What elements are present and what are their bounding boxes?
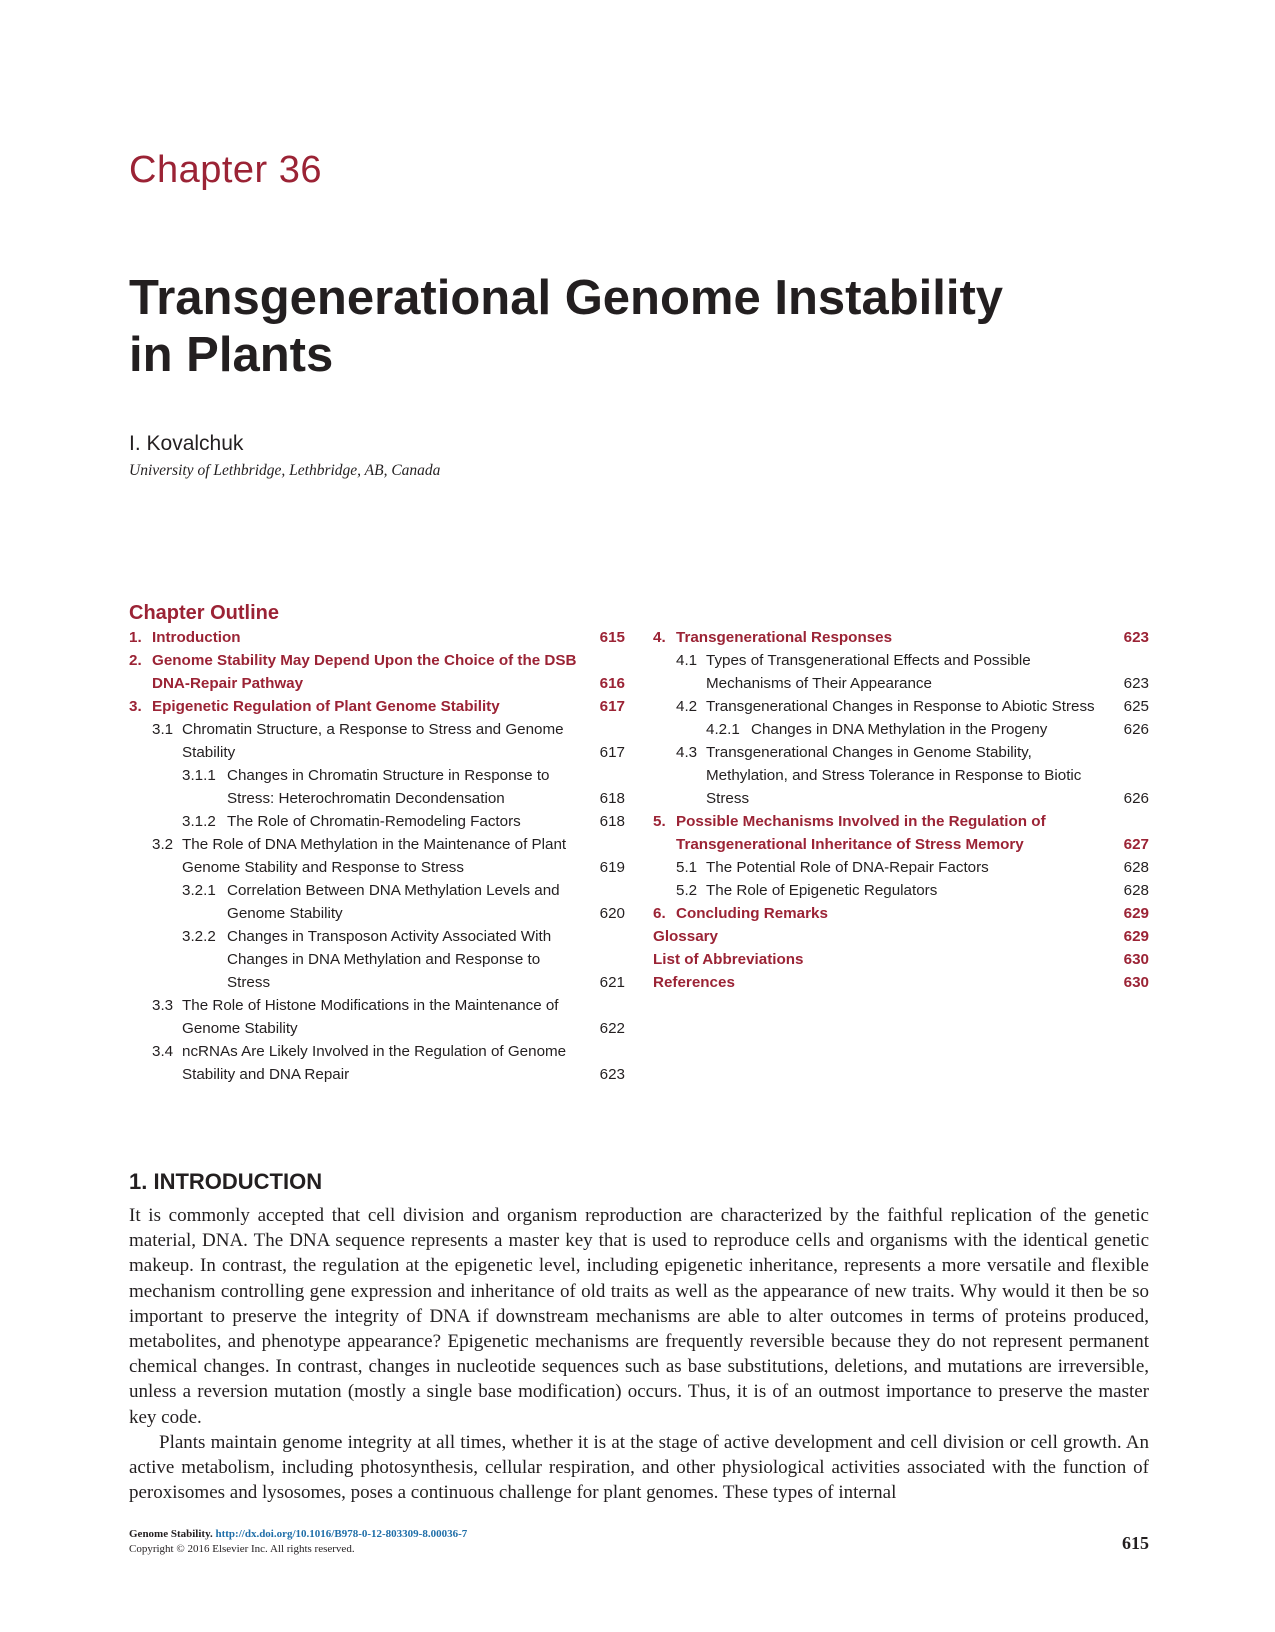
outline-column-right: [653, 626, 1149, 994]
chapter-number: Chapter 36: [129, 149, 323, 191]
outline-entry-text: Epigenetic Regulation of Plant Genome Stability: [152, 698, 500, 715]
introduction-body: [129, 1203, 1149, 1505]
outline-entry-text: Transgenerational Changes in Response to Abiotic Stress: [706, 698, 1095, 715]
outline-entry-page: 619: [599, 859, 625, 876]
introduction-heading: 1. INTRODUCTION: [129, 1169, 323, 1194]
outline-entry-number: 5.1: [676, 859, 698, 876]
outline-entry-label: [129, 833, 577, 879]
outline-entry[interactable]: [653, 879, 1149, 902]
outline-entry-label: [129, 810, 577, 833]
outline-entry-text: ncRNAs Are Likely Involved in the Regulation of Genome Stability and DNA Repair: [182, 1043, 567, 1083]
outline-entry[interactable]: [129, 810, 625, 833]
outline-entry-text: The Role of DNA Methylation in the Maintenance of Plant Genome Stability and Response to Stress: [182, 836, 567, 876]
outline-entry-page: 629: [1123, 905, 1149, 922]
outline-entry[interactable]: [653, 695, 1149, 718]
outline-entry-page: 625: [1123, 698, 1149, 715]
outline-entry-number: 3.2.2: [182, 928, 216, 945]
outline-entry-text: Genome Stability May Depend Upon the Choice of the DSB DNA-Repair Pathway: [152, 652, 577, 692]
outline-entry-label: [653, 925, 1101, 948]
outline-entry-number: 3.1: [152, 721, 174, 738]
introduction-paragraph-1: It is commonly accepted that cell division and organism reproduction are characterized by the faithful replication of the genetic material, DNA. The DNA sequence represents a master key that is used to reproduce cells and organisms with the identical genetic makeup. In contrast, the regulation at the epigenetic level, including epigenetic inheritance, represents a more versatile and flexible mechanism controlling gene expression and inheritance of old traits as well as the appearance of new traits. Why would it then be so important to preserve the integrity of DNA if downstream mechanisms are able to alter outcomes in terms of proteins produced, metabolites, and phenotype appearance? Epigenetic mechanisms are frequently reversible because they do not represent permanent chemical changes. In contrast, changes in nucleotide sequences such as base substitutions, deletions, and mutations are irreversible, unless a reversion mutation (mostly a single base modification) occurs. Thus, it is of an outmost importance to preserve the master key code.: [129, 1205, 1149, 1428]
outline-entry[interactable]: [653, 810, 1149, 856]
outline-entry-label: [653, 948, 1101, 971]
outline-entry-label: [653, 810, 1101, 856]
outline-entry-number: 3.: [129, 698, 142, 715]
outline-entry-label: [653, 695, 1101, 718]
outline-entry-number: 5.2: [676, 882, 698, 899]
outline-entry-number: 3.2.1: [182, 882, 216, 899]
author-name: I. Kovalchuk: [129, 432, 244, 455]
outline-entry-label: [653, 971, 1101, 994]
outline-entry-number: 4.1: [676, 652, 698, 669]
outline-entry-label: [653, 856, 1101, 879]
outline-entry-text: Types of Transgenerational Effects and Possible Mechanisms of Their Appearance: [706, 652, 1031, 692]
outline-entry-text: The Role of Chromatin-Remodeling Factors: [227, 813, 521, 830]
outline-entry-label: [129, 764, 577, 810]
outline-entry-page: 616: [599, 675, 625, 692]
footer-copyright: Copyright © 2016 Elsevier Inc. All rights reserved.: [129, 1543, 355, 1555]
outline-entry[interactable]: [129, 833, 625, 879]
introduction-paragraph-2: Plants maintain genome integrity at all times, whether it is at the stage of active development and cell division or cell growth. An active metabolism, including photosynthesis, cellular respiration, and other physiological activities associated with the function of peroxisomes and lysosomes, poses a continuous challenge for plant genomes. These types of internal: [129, 1431, 1149, 1504]
outline-column-left: [129, 626, 625, 1086]
outline-entry-text: Transgenerational Responses: [676, 629, 893, 646]
outline-entry[interactable]: [653, 718, 1149, 741]
chapter-title: [129, 270, 1129, 384]
outline-entry[interactable]: [653, 626, 1149, 649]
outline-entry-text: References: [653, 974, 735, 991]
outline-entry-number: 3.4: [152, 1043, 174, 1060]
outline-entry-text: List of Abbreviations: [653, 951, 804, 968]
footer-citation: [129, 1527, 467, 1557]
outline-entry-text: Changes in Chromatin Structure in Response to Stress: Heterochromatin Decondensation: [227, 767, 550, 807]
outline-entry-page: 618: [599, 813, 625, 830]
outline-entry-page: 620: [599, 905, 625, 922]
outline-entry-text: Possible Mechanisms Involved in the Regulation of Transgenerational Inheritance of Stress Memory: [676, 813, 1046, 853]
chapter-title-line-2: in Plants: [129, 328, 334, 382]
outline-entry[interactable]: [129, 764, 625, 810]
outline-entry-page: 626: [1123, 721, 1149, 738]
outline-entry-number: 3.2: [152, 836, 174, 853]
outline-entry-page: 628: [1123, 859, 1149, 876]
outline-entry-page: 615: [599, 629, 625, 646]
outline-entry-number: 1.: [129, 629, 142, 646]
outline-entry-text: Changes in Transposon Activity Associated With Changes in DNA Methylation and Response to Stress: [227, 928, 552, 991]
outline-entry-page: 630: [1123, 951, 1149, 968]
outline-entry[interactable]: [129, 649, 625, 695]
outline-entry-label: [653, 649, 1101, 695]
outline-entry-page: 623: [599, 1066, 625, 1083]
outline-entry-page: 623: [1123, 675, 1149, 692]
outline-entry-page: 622: [599, 1020, 625, 1037]
outline-entry-number: 4.: [653, 629, 666, 646]
outline-entry-label: [129, 695, 577, 718]
outline-entry-number: 3.1.1: [182, 767, 216, 784]
outline-entry-number: 5.: [653, 813, 666, 830]
outline-entry-page: 628: [1123, 882, 1149, 899]
outline-entry-number: 3.1.2: [182, 813, 216, 830]
outline-entry-label: [129, 649, 577, 695]
outline-entry[interactable]: [653, 948, 1149, 971]
outline-entry-page: 617: [599, 744, 625, 761]
outline-entry-page: 617: [599, 698, 625, 715]
outline-entry-label: [653, 879, 1101, 902]
outline-entry-number: 2.: [129, 652, 142, 669]
author-affiliation: University of Lethbridge, Lethbridge, AB, Canada: [129, 462, 441, 479]
outline-entry-label: [653, 626, 1101, 649]
outline-entry-page: 630: [1123, 974, 1149, 991]
outline-entry-page: 621: [599, 974, 625, 991]
chapter-title-line-1: Transgenerational Genome Instability: [129, 271, 1004, 325]
outline-entry[interactable]: [653, 925, 1149, 948]
outline-entry-text: Transgenerational Changes in Genome Stability, Methylation, and Stress Tolerance in Response to Biotic Stress: [706, 744, 1082, 807]
outline-entry-label: [653, 902, 1101, 925]
outline-entry-text: The Role of Histone Modifications in the Maintenance of Genome Stability: [182, 997, 559, 1037]
outline-entry-label: [653, 718, 1101, 741]
outline-entry-text: Correlation Between DNA Methylation Levels and Genome Stability: [227, 882, 560, 922]
outline-entry[interactable]: [129, 879, 625, 925]
outline-entry-label: [129, 994, 577, 1040]
outline-entry-number: 6.: [653, 905, 666, 922]
outline-entry[interactable]: [129, 925, 625, 994]
outline-entry-text: Glossary: [653, 928, 719, 945]
page-number: 615: [1122, 1533, 1149, 1553]
outline-entry-label: [653, 741, 1101, 810]
outline-entry-page: 626: [1123, 790, 1149, 807]
outline-entry-page: 618: [599, 790, 625, 807]
outline-entry-text: Changes in DNA Methylation in the Progeny: [751, 721, 1048, 738]
outline-entry-text: The Role of Epigenetic Regulators: [706, 882, 938, 899]
outline-entry-label: [129, 925, 577, 994]
outline-entry-page: 629: [1123, 928, 1149, 945]
outline-entry-text: Introduction: [152, 629, 241, 646]
outline-entry[interactable]: [129, 626, 625, 649]
outline-entry-text: Chromatin Structure, a Response to Stress and Genome Stability: [182, 721, 564, 761]
outline-entry[interactable]: [653, 856, 1149, 879]
outline-entry[interactable]: [653, 649, 1149, 695]
footer-book-title: Genome Stability.: [129, 1528, 213, 1540]
outline-entry[interactable]: [653, 971, 1149, 994]
outline-entry-number: 4.2: [676, 698, 698, 715]
outline-entry-page: 623: [1123, 629, 1149, 646]
outline-entry-number: 4.3: [676, 744, 698, 761]
outline-entry-text: The Potential Role of DNA-Repair Factors: [706, 859, 989, 876]
outline-entry[interactable]: [129, 1040, 625, 1086]
outline-entry-label: [129, 626, 577, 649]
outline-entry-label: [129, 879, 577, 925]
outline-entry[interactable]: [129, 718, 625, 764]
outline-entry-number: 3.3: [152, 997, 174, 1014]
outline-entry[interactable]: [653, 741, 1149, 810]
outline-entry-label: [129, 1040, 577, 1086]
outline-entry-label: [129, 718, 577, 764]
outline-entry-text: Concluding Remarks: [676, 905, 828, 922]
outline-entry-number: 4.2.1: [706, 721, 740, 738]
outline-entry-page: 627: [1123, 836, 1149, 853]
footer-doi-link[interactable]: http://dx.doi.org/10.1016/B978-0-12-803309-8.00036-7: [215, 1528, 468, 1540]
chapter-outline-heading: Chapter Outline: [129, 602, 280, 624]
outline-entry[interactable]: [129, 695, 625, 718]
outline-entry[interactable]: [129, 994, 625, 1040]
outline-entry[interactable]: [653, 902, 1149, 925]
